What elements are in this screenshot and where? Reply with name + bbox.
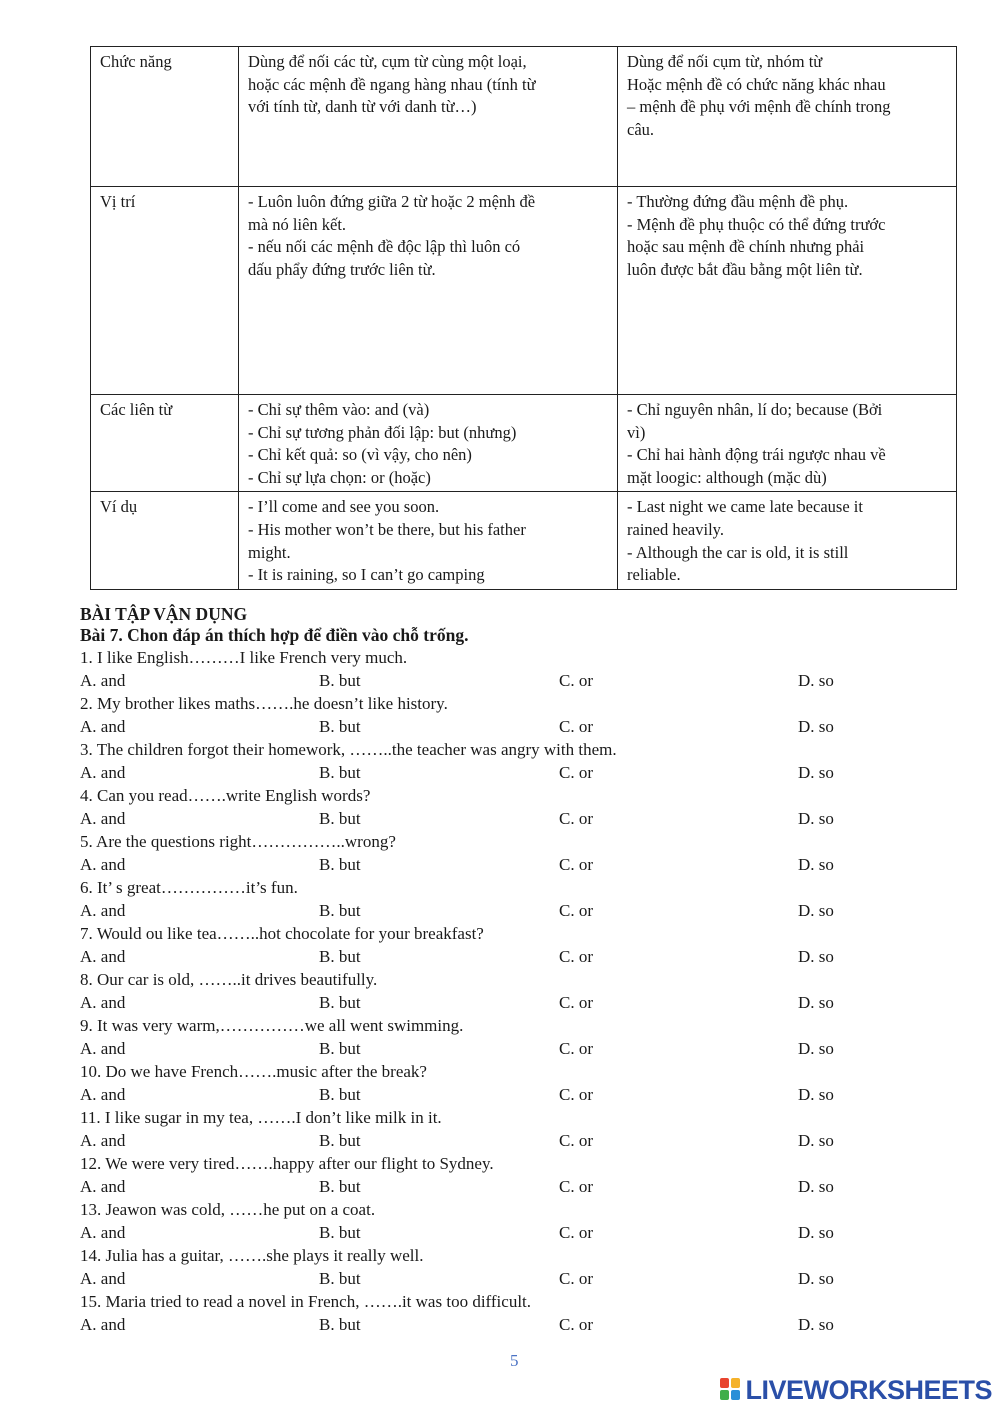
question-text: 11. I like sugar in my tea, …….I don’t like milk in it. [80, 1108, 442, 1127]
option-b-but[interactable]: B. but [319, 993, 361, 1012]
question-text: 5. Are the questions right……………..wrong? [80, 832, 396, 851]
answer-options [80, 991, 960, 1014]
option-b-but[interactable]: B. but [319, 763, 361, 782]
row-label: Các liên từ [91, 395, 239, 492]
option-c-or[interactable]: C. or [559, 671, 593, 690]
question-item [80, 922, 960, 968]
question-item [80, 968, 960, 1014]
option-c-or[interactable]: C. or [559, 855, 593, 874]
option-d-so[interactable]: D. so [798, 1131, 834, 1150]
option-b-but[interactable]: B. but [319, 809, 361, 828]
option-a-and[interactable]: A. and [80, 947, 126, 966]
option-c-or[interactable]: C. or [559, 947, 593, 966]
coordinating-cell [239, 187, 618, 395]
option-d-so[interactable]: D. so [798, 1223, 834, 1242]
option-d-so[interactable]: D. so [798, 717, 834, 736]
row-label: Vị trí [91, 187, 239, 395]
cell-line: reliable. [627, 565, 681, 585]
answer-options [80, 1037, 960, 1060]
cell-line: - Chỉ sự thêm vào: and (và) [248, 400, 430, 419]
option-a-and[interactable]: A. and [80, 1131, 126, 1150]
conjunction-comparison-table [90, 46, 957, 590]
cell-line: - Luôn luôn đứng giữa 2 từ hoặc 2 mệnh đề [248, 192, 536, 211]
subordinating-cell [618, 187, 957, 395]
option-c-or[interactable]: C. or [559, 901, 593, 920]
answer-options [80, 1083, 960, 1106]
exercise-section [80, 604, 960, 1336]
cell-line: - His mother won’t be there, but his father [248, 519, 526, 539]
cell-line: - It is raining, so I can’t go camping [248, 565, 485, 585]
option-b-but[interactable]: B. but [319, 1131, 361, 1150]
option-a-and[interactable]: A. and [80, 901, 126, 920]
option-a-and[interactable]: A. and [80, 1039, 126, 1058]
answer-options [80, 899, 960, 922]
option-d-so[interactable]: D. so [798, 1269, 834, 1288]
table-row [91, 395, 957, 492]
question-item [80, 738, 960, 784]
option-a-and[interactable]: A. and [80, 809, 126, 828]
option-b-but[interactable]: B. but [319, 717, 361, 736]
cell-line: hoặc các mệnh đề ngang hàng nhau (tính từ [248, 74, 536, 94]
question-item [80, 1152, 960, 1198]
question-item [80, 646, 960, 692]
option-a-and[interactable]: A. and [80, 1315, 126, 1334]
answer-options [80, 761, 960, 784]
question-item [80, 830, 960, 876]
option-a-and[interactable]: A. and [80, 855, 126, 874]
option-c-or[interactable]: C. or [559, 809, 593, 828]
option-b-but[interactable]: B. but [319, 1269, 361, 1288]
cell-line: mà nó liên kết. [248, 214, 347, 234]
cell-line: vì) [627, 422, 646, 442]
cell-line: Dùng để nối cụm từ, nhóm từ [627, 52, 823, 71]
option-d-so[interactable]: D. so [798, 1085, 834, 1104]
option-d-so[interactable]: D. so [798, 1177, 834, 1196]
cell-line: - I’ll come and see you soon. [248, 497, 440, 517]
cell-line: - Chỉ sự tương phản đối lập: but (nhưng) [248, 422, 517, 442]
question-text: 12. We were very tired…….happy after our flight to Sydney. [80, 1154, 494, 1173]
cell-line: - Last night we came late because it [627, 497, 863, 517]
question-item [80, 1198, 960, 1244]
question-text: 4. Can you read…….write English words? [80, 786, 371, 805]
question-item [80, 1290, 960, 1336]
option-a-and[interactable]: A. and [80, 1085, 126, 1104]
cell-line: câu. [627, 119, 655, 139]
table-row [91, 187, 957, 395]
option-d-so[interactable]: D. so [798, 1039, 834, 1058]
answer-options [80, 669, 960, 692]
answer-options [80, 1313, 960, 1336]
cell-line: luôn được bắt đầu bằng một liên từ. [627, 259, 863, 279]
liveworksheets-logo [720, 1375, 992, 1405]
question-list [80, 646, 960, 1336]
option-a-and[interactable]: A. and [80, 763, 126, 782]
coordinating-cell [239, 492, 618, 589]
section-title: BÀI TẬP VẬN DỤNG [80, 604, 248, 624]
question-item [80, 1014, 960, 1060]
cell-line: với tính từ, danh từ với danh từ…) [248, 97, 477, 117]
cell-line: - Chỉ sự lựa chọn: or (hoặc) [248, 467, 431, 487]
option-a-and[interactable]: A. and [80, 1269, 126, 1288]
option-a-and[interactable]: A. and [80, 1177, 126, 1196]
option-b-but[interactable]: B. but [319, 1315, 361, 1334]
answer-options [80, 1267, 960, 1290]
question-item [80, 876, 960, 922]
answer-options [80, 1129, 960, 1152]
option-c-or[interactable]: C. or [559, 1085, 593, 1104]
option-c-or[interactable]: C. or [559, 1177, 593, 1196]
answer-options [80, 1221, 960, 1244]
option-c-or[interactable]: C. or [559, 1315, 593, 1334]
option-d-so[interactable]: D. so [798, 855, 834, 874]
question-text: 7. Would ou like tea……..hot chocolate for your breakfast? [80, 924, 484, 943]
answer-options [80, 945, 960, 968]
option-a-and[interactable]: A. and [80, 671, 126, 690]
question-item [80, 1244, 960, 1290]
answer-options [80, 715, 960, 738]
option-a-and[interactable]: A. and [80, 993, 126, 1012]
table-row [91, 492, 957, 589]
cell-line: - Although the car is old, it is still [627, 542, 849, 562]
question-text: 14. Julia has a guitar, …….she plays it really well. [80, 1246, 424, 1265]
option-d-so[interactable]: D. so [798, 809, 834, 828]
option-b-but[interactable]: B. but [319, 901, 361, 920]
coordinating-cell [239, 47, 618, 187]
question-item [80, 692, 960, 738]
option-d-so[interactable]: D. so [798, 993, 834, 1012]
question-item [80, 1060, 960, 1106]
option-c-or[interactable]: C. or [559, 1131, 593, 1150]
question-text: 2. My brother likes maths…….he doesn’t like history. [80, 694, 448, 713]
cell-line: dấu phẩy đứng trước liên từ. [248, 259, 436, 279]
answer-options [80, 807, 960, 830]
answer-options [80, 853, 960, 876]
exercise-instruction: Bài 7. Chon đáp án thích hợp để điền vào chỗ trống. [80, 625, 469, 645]
cell-line: - nếu nối các mệnh đề độc lập thì luôn có [248, 237, 521, 257]
answer-options [80, 1175, 960, 1198]
page-number: 5 [510, 1351, 519, 1370]
option-b-but[interactable]: B. but [319, 855, 361, 874]
option-c-or[interactable]: C. or [559, 717, 593, 736]
cell-line: rained heavily. [627, 519, 724, 539]
option-c-or[interactable]: C. or [559, 1269, 593, 1288]
option-c-or[interactable]: C. or [559, 763, 593, 782]
question-text: 13. Jeawon was cold, ……he put on a coat. [80, 1200, 376, 1219]
cell-line: - Chỉ nguyên nhân, lí do; because (Bởi [627, 400, 883, 419]
brand-name: LIVEWORKSHEETS [745, 1374, 992, 1405]
option-c-or[interactable]: C. or [559, 1223, 593, 1242]
cell-line: - Chỉ kết quả: so (vì vậy, cho nên) [248, 445, 472, 465]
question-text: 8. Our car is old, ……..it drives beautifully. [80, 970, 378, 989]
question-text: 1. I like English………I like French very much. [80, 648, 408, 667]
question-item [80, 784, 960, 830]
option-a-and[interactable]: A. and [80, 717, 126, 736]
subordinating-cell [618, 492, 957, 589]
row-label: Chức năng [91, 47, 239, 187]
row-label: Ví dụ [91, 492, 239, 589]
question-text: 9. It was very warm,……………we all went swimming. [80, 1016, 464, 1035]
option-c-or[interactable]: C. or [559, 993, 593, 1012]
cell-line: Dùng để nối các từ, cụm từ cùng một loại, [248, 52, 527, 71]
option-d-so[interactable]: D. so [798, 1315, 834, 1334]
option-b-but[interactable]: B. but [319, 1085, 361, 1104]
table-row [91, 47, 957, 187]
subordinating-cell [618, 47, 957, 187]
question-item [80, 1106, 960, 1152]
option-d-so[interactable]: D. so [798, 947, 834, 966]
question-text: 3. The children forgot their homework, ……..the teacher was angry with them. [80, 740, 617, 759]
option-b-but[interactable]: B. but [319, 1039, 361, 1058]
question-text: 10. Do we have French…….music after the break? [80, 1062, 427, 1081]
cell-line: might. [248, 542, 291, 562]
cell-line: – mệnh đề phụ với mệnh đề chính trong [627, 97, 891, 117]
question-text: 6. It’ s great……………it’s fun. [80, 878, 298, 897]
option-b-but[interactable]: B. but [319, 671, 361, 690]
option-c-or[interactable]: C. or [559, 1039, 593, 1058]
option-b-but[interactable]: B. but [319, 947, 361, 966]
subordinating-cell [618, 395, 957, 492]
option-d-so[interactable]: D. so [798, 671, 834, 690]
cell-line: - Chỉ hai hành động trái ngược nhau về [627, 445, 886, 465]
option-b-but[interactable]: B. but [319, 1223, 361, 1242]
option-b-but[interactable]: B. but [319, 1177, 361, 1196]
coordinating-cell [239, 395, 618, 492]
option-d-so[interactable]: D. so [798, 901, 834, 920]
cell-line: Hoặc mệnh đề có chức năng khác nhau [627, 74, 886, 94]
cell-line: hoặc sau mệnh đề chính nhưng phải [627, 237, 865, 257]
cell-line: - Thường đứng đầu mệnh đề phụ. [627, 192, 849, 211]
option-d-so[interactable]: D. so [798, 763, 834, 782]
cell-line: - Mệnh đề phụ thuộc có thể đứng trước [627, 214, 886, 234]
question-text: 15. Maria tried to read a novel in French, …….it was too difficult. [80, 1292, 532, 1311]
logo-icon [720, 1378, 742, 1402]
option-a-and[interactable]: A. and [80, 1223, 126, 1242]
cell-line: mặt loogic: although (mặc dù) [627, 467, 827, 487]
